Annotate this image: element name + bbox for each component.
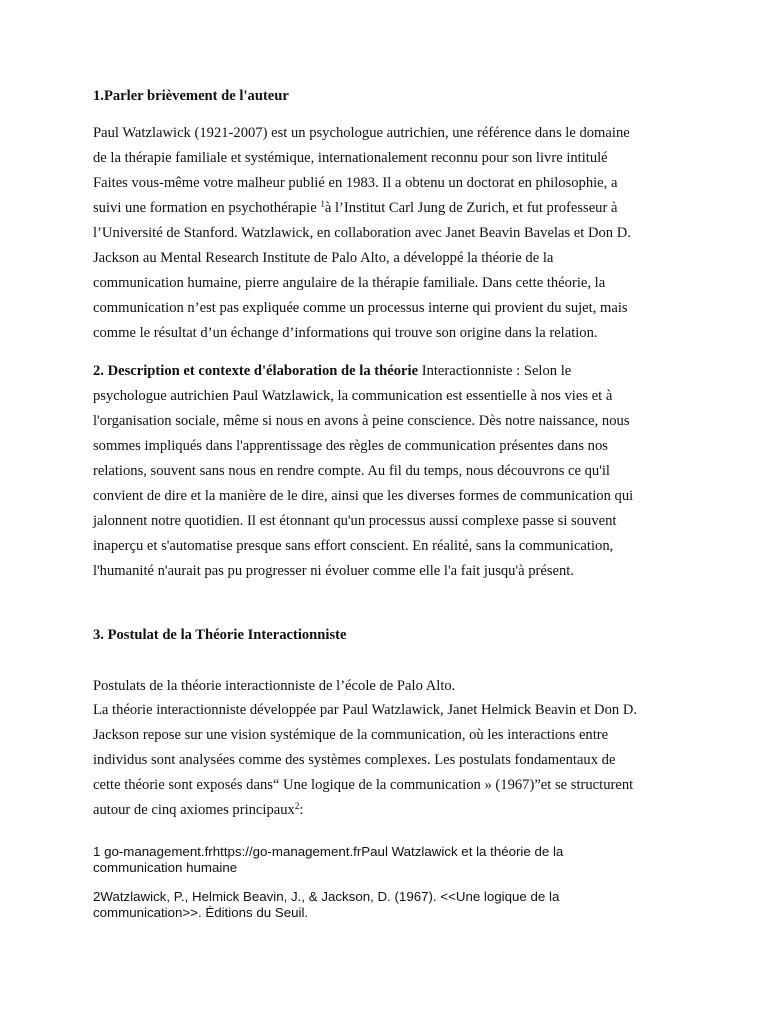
section-3-line-text: autour de cinq axiomes principaux [93,802,295,818]
section-2-line: relations, souvent sans nous en rendre compte. Au fil du temps, nous découvrons ce qu'il [93,463,610,479]
section-2-heading: 2. Description et contexte d'élaboration de la théorie [93,363,419,379]
section-1-line: Paul Watzlawick (1921-2007) est un psychologue autrichien, une référence dans le domaine [93,125,630,141]
section-1-line: communication n’est pas expliquée comme un processus interne qui provient du sujet, mais [93,300,628,316]
section-1-line-with-footnote [93,199,617,217]
section-3-line: Postulats de la théorie interactionniste de l’école de Palo Alto. [93,678,456,694]
section-2-line: convient de dire et la manière de le dire, ainsi que les diverses formes de communication qui [93,488,634,504]
section-2-line: psychologue autrichien Paul Watzlawick, la communication est essentielle à nos vies et à [93,388,613,404]
section-2-line: l'organisation sociale, même si nous en avons à peine conscience. Dès notre naissance, nous [93,413,630,429]
section-1-line: Jackson au Mental Research Institute de Palo Alto, a développé la théorie de la [93,250,554,266]
section-2-line: inaperçu et s'automatise presque sans effort conscient. En réalité, sans la communication, [93,538,614,554]
footnote-2-line: 2Watzlawick, P., Helmick Beavin, J., & Jackson, D. (1967). <<Une logique de la [93,889,560,904]
section-2-heading-rest: Interactionniste : Selon le [418,363,572,379]
section-1-heading: 1.Parler brièvement de l'auteur [93,88,289,104]
section-1-line-text: suivi une formation en psychothérapie [93,200,321,216]
section-3-line: La théorie interactionniste développée par Paul Watzlawick, Janet Helmick Beavin et Don D. [93,702,638,718]
section-2-line: sommes impliqués dans l'apprentissage des règles de communication présentes dans nos [93,438,608,454]
section-3-line: cette théorie sont exposés dans“ Une logique de la communication » (1967)”et se structurent [93,777,634,793]
section-3-line: individus sont analysées comme des systèmes complexes. Les postulats fondamentaux de [93,752,616,768]
footnote-1 [93,844,563,876]
footnote-ref-1: 1 [320,199,325,209]
section-3-line: Jackson repose sur une vision systémique de la communication, où les interactions entre [93,727,609,743]
section-1-line-text: à l’Institut Carl Jung de Zurich, et fut professeur à [324,200,618,216]
section-3-heading: 3. Postulat de la Théorie Interactionniste [93,627,347,643]
section-3-line-with-footnote [93,801,303,819]
section-2-first-line [93,362,571,380]
section-3-line-text: : [299,802,304,818]
footnote-2 [93,889,559,921]
footnote-1-line: communication humaine [93,860,238,875]
footnote-2-line: communication>>. Éditions du Seuil. [93,905,309,920]
section-1-line: de la thérapie familiale et systémique, internationalement reconnu pour son livre intitulé [93,150,608,166]
section-2-line: jalonnent notre quotidien. Il est étonnant qu'un processus aussi complexe passe si souvent [93,513,617,529]
section-1-line: Faites vous-même votre malheur publié en 1983. Il a obtenu un doctorat en philosophie, a [93,175,618,191]
section-1-line: communication humaine, pierre angulaire de la thérapie familiale. Dans cette théorie, la [93,275,606,291]
section-1-line: l’Université de Stanford. Watzlawick, en collaboration avec Janet Beavin Bavelas et Don D. [93,225,631,241]
footnote-1-line: 1 go-management.frhttps://go-management.frPaul Watzlawick et la théorie de la [93,844,564,859]
section-1-line: comme le résultat d’un échange d’informations qui trouve son origine dans la relation. [93,325,598,341]
footnote-ref-2: 2 [294,801,300,811]
section-2-line: l'humanité n'aurait pas pu progresser ni évoluer comme elle l'a fait jusqu'à présent. [93,563,575,579]
